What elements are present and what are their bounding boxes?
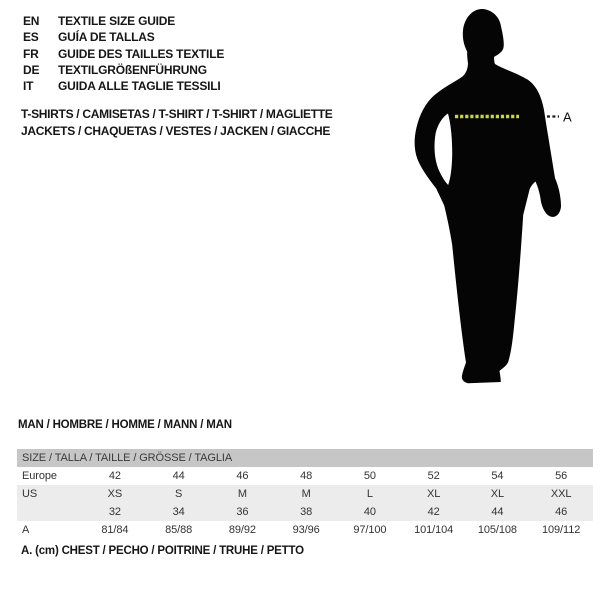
- size-cell: 52: [427, 470, 440, 482]
- size-cell: 54: [491, 470, 504, 482]
- size-cell: 38: [300, 506, 313, 518]
- size-cell: XS: [107, 488, 123, 500]
- category-jackets: JACKETS / CHAQUETAS / VESTES / JACKEN / GIACCHE: [21, 124, 331, 138]
- table-row-us: [17, 485, 593, 503]
- man-silhouette: [415, 9, 561, 383]
- lang-code: ES: [23, 30, 39, 45]
- lang-row-it: [23, 78, 224, 94]
- category-tshirts: T-SHIRTS / CAMISETAS / T-SHIRT / T-SHIRT / MAGLIETTE: [21, 107, 333, 121]
- row-label: A: [22, 524, 30, 536]
- lang-row-en: [23, 13, 224, 29]
- size-cell: 42: [427, 506, 440, 518]
- lang-title: GUIDE DES TAILLES TEXTILE: [58, 46, 225, 61]
- size-cell: 46: [236, 470, 249, 482]
- size-table: [17, 449, 593, 539]
- size-cell: 48: [300, 470, 313, 482]
- size-cell: 105/108: [477, 524, 517, 536]
- lang-row-fr: [23, 46, 224, 62]
- size-cell: 85/88: [165, 524, 193, 536]
- lang-title: TEXTILGRÖßENFÜHRUNG: [58, 62, 207, 77]
- size-cell: M: [237, 488, 247, 500]
- size-cell: 109/112: [542, 524, 581, 536]
- size-cell: 93/96: [292, 524, 320, 536]
- lang-code: FR: [23, 46, 39, 61]
- table-row-numeric: [17, 503, 593, 521]
- language-title-list: [23, 13, 224, 94]
- size-cell: 89/92: [228, 524, 256, 536]
- size-cell: 34: [172, 506, 185, 518]
- lang-row-de: [23, 62, 224, 78]
- size-cell: XL: [426, 488, 441, 500]
- size-cell: S: [175, 488, 183, 500]
- size-cell: 42: [108, 470, 121, 482]
- lang-title: GUÍA DE TALLAS: [58, 30, 155, 45]
- size-table-header: SIZE / TALLA / TAILLE / GRÖSSE / TAGLIA: [17, 449, 593, 467]
- table-row-chest-a: [17, 521, 593, 539]
- row-label: Europe: [22, 470, 57, 482]
- measure-label-a: A: [563, 109, 572, 125]
- lang-title: TEXTILE SIZE GUIDE: [58, 14, 176, 28]
- size-cell: 101/104: [414, 524, 454, 536]
- size-cell: 44: [172, 470, 185, 482]
- size-cell: 81/84: [101, 524, 129, 536]
- size-cell: M: [301, 488, 311, 500]
- section-title-man: MAN / HOMBRE / HOMME / MANN / MAN: [18, 419, 232, 431]
- size-cell: XL: [490, 488, 504, 500]
- size-cell: 97/100: [353, 524, 387, 536]
- size-cell: 46: [555, 506, 568, 518]
- row-label: US: [22, 488, 38, 500]
- size-cell: 44: [491, 506, 504, 518]
- lang-row-es: [23, 29, 224, 45]
- size-cell: 32: [108, 506, 121, 518]
- table-row-europe: [17, 467, 593, 485]
- size-cell: XXL: [550, 488, 572, 500]
- size-cell: 50: [363, 470, 376, 482]
- lang-code: IT: [23, 79, 34, 94]
- size-cell: 40: [363, 506, 376, 518]
- measurement-figure: [400, 0, 600, 400]
- lang-code: EN: [23, 14, 40, 28]
- measurement-footnote: A. (cm) CHEST / PECHO / POITRINE / TRUHE / PETTO: [21, 545, 304, 557]
- size-cell: L: [366, 488, 373, 500]
- size-cell: 36: [236, 506, 249, 518]
- size-cell: 56: [555, 470, 568, 482]
- garment-category-lines: [21, 106, 333, 140]
- lang-code: DE: [23, 62, 40, 77]
- lang-title: GUIDA ALLE TAGLIE TESSILI: [58, 79, 221, 94]
